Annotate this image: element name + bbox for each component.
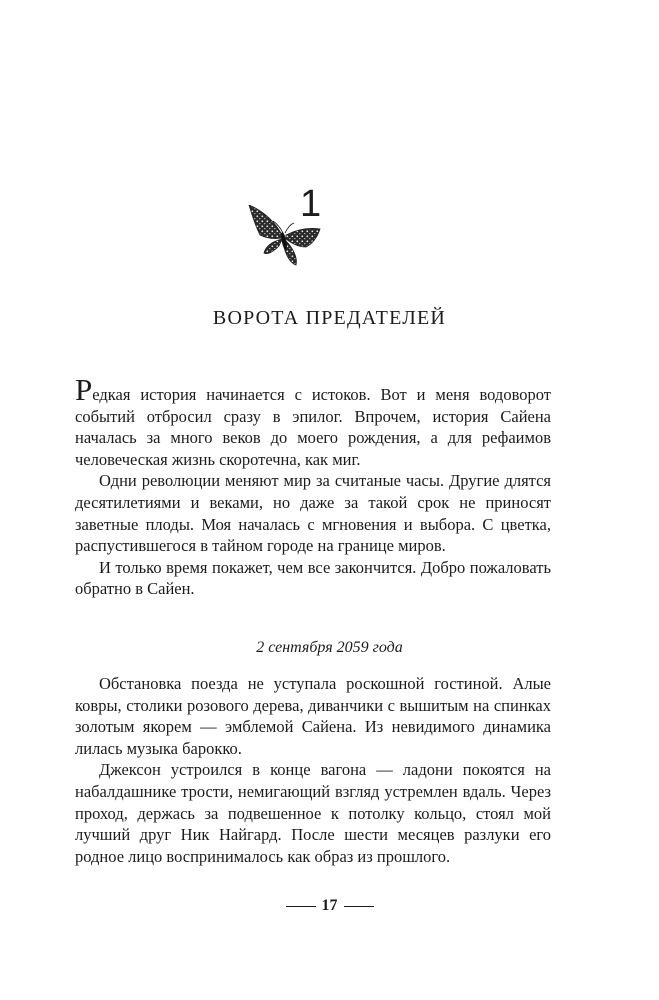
intro-text xyxy=(75,372,551,600)
page-number: 17 xyxy=(321,897,338,914)
body-paragraph: Обстановка поезда не уступала роскошной гостиной. Алые ковры, столики розового дерева, диванчики с вышитым на спинках золотым якорем — эмблемой Сайена. Из невидимого динамика лилась музыка барокко. xyxy=(75,674,551,758)
chapter-number: 1 xyxy=(300,183,322,225)
intro-paragraph-text: едкая история начинается с истоков. Вот и меня водоворот событий отбросил сразу в эпилог. Впрочем, история Сайена началась за много веков до моего рождения, а для рефаимов человеческая жизнь скоротечна, как миг. xyxy=(75,385,551,469)
chapter-title: ВОРОТА ПРЕДАТЕЛЕЙ xyxy=(212,307,447,329)
drop-cap: Р xyxy=(75,372,93,407)
intro-paragraph: И только время покажет, чем все закончится. Добро пожаловать обратно в Сайен. xyxy=(75,557,551,599)
intro-paragraph: Одни революции меняют мир за считаные часы. Другие длятся десятилетиями и веками, но даже за такой срок не приносят заветные плоды. Моя началась с мгновения и выбора. С цветка, распустившегося в тайном городе на границе миров. xyxy=(75,471,551,556)
chapter-heading xyxy=(0,185,659,280)
body-paragraph: Джексон устроился в конце вагона — ладони покоятся на набалдашнике трости, немигающий взгляд устремлен вдаль. Через проход, держась за подвешенное к потолку кольцо, стоял мой лучший друг Ник Найгард. После шести месяцев разлуки его родное лицо воспринималось как образ из прошлого. xyxy=(75,760,551,866)
date-line: 2 сентября 2059 года xyxy=(256,639,403,656)
right-dash xyxy=(344,906,374,907)
left-dash xyxy=(286,906,316,907)
body-text xyxy=(75,673,551,867)
intro-paragraph xyxy=(75,372,551,470)
page-number-footer xyxy=(0,897,659,915)
